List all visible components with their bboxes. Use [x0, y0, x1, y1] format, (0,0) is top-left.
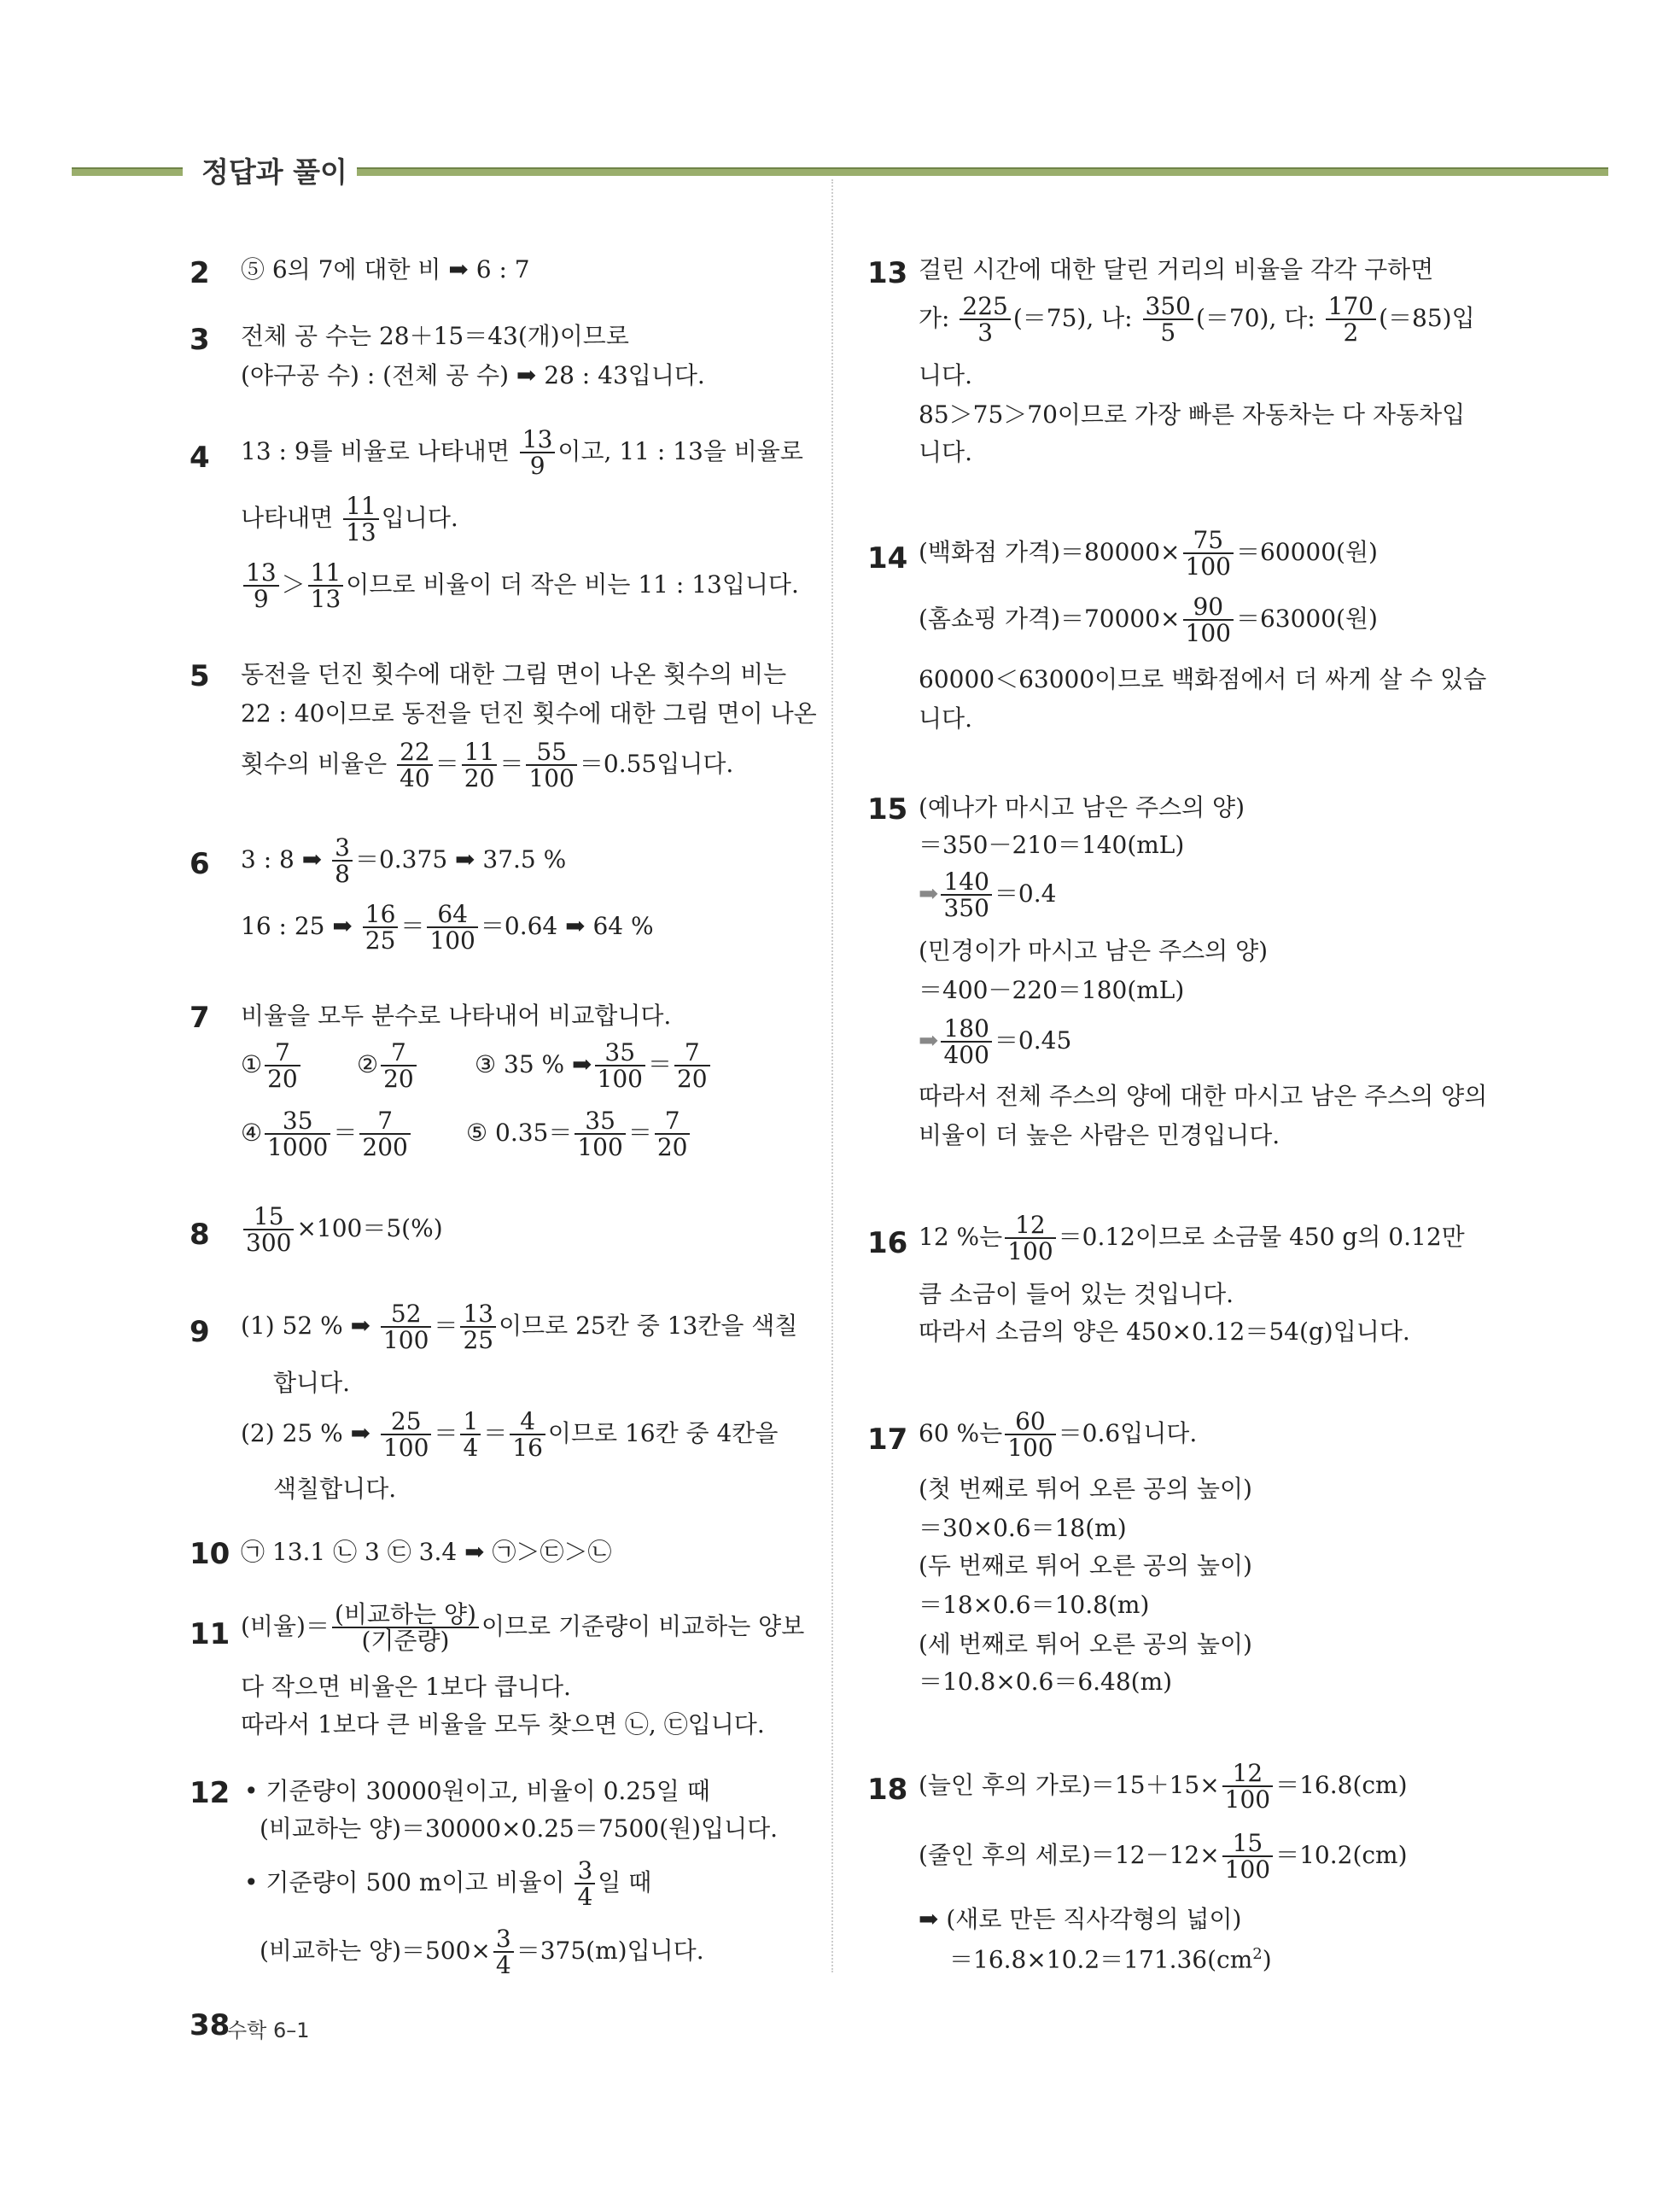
- problem-17-line: ＝10.8×0.6＝6.48(m): [919, 1668, 1173, 1696]
- book-subject: 수학 6–1: [227, 2019, 310, 2042]
- problem-13-line: 걸린 시간에 대한 달린 거리의 비율을 각각 구하면: [919, 255, 1434, 283]
- problem-7-line: ④ $\frac{35}{1000}$ ＝ $\frac{7}{200}$: [241, 1108, 413, 1160]
- problem-16-line: 따라서 소금의 양은 450×0.12＝54(g)입니다.: [919, 1318, 1410, 1346]
- problem-4-line: 나타내면 $\frac{11}{13}$ 입니다.: [241, 492, 458, 547]
- problem-number: 4: [190, 441, 210, 475]
- fraction: $\frac{170}{2}$: [1326, 294, 1376, 346]
- problem-number: 18: [867, 1773, 908, 1807]
- problem-3-line: 전체 공 수는 28＋15＝43(개)이므로: [241, 322, 629, 350]
- fraction: $\frac{350}{5}$: [1143, 294, 1193, 346]
- problem-5-line: 횟수의 비율은 $\frac{22}{40}$ ＝ $\frac{11}{20}$ ＝ $\frac{55}{100}$ ＝0.55입니다.: [241, 738, 734, 793]
- fraction: $\frac{7}{20}$: [655, 1108, 691, 1160]
- problem-15-line: (민경이가 마시고 남은 주스의 양): [919, 937, 1269, 965]
- fraction: $\frac{13}{9}$: [520, 427, 556, 479]
- header-rule-right: [357, 167, 1608, 176]
- problem-6-line: 3 : 8 ➡ $\frac{3}{8}$ ＝0.375 ➡ 37.5 %: [241, 833, 567, 889]
- problem-14-line: 니다.: [919, 704, 972, 733]
- problem-9-line: (2) 25 % ➡ $\frac{25}{100}$ ＝ $\frac{1}{4}$ ＝ $\frac{4}{16}$ 이므로 16칸 중 4칸을: [241, 1407, 779, 1463]
- fraction: $\frac{13}{9}$: [243, 560, 279, 612]
- problem-number: 7: [190, 1001, 210, 1035]
- problem-3-line: (야구공 수) : (전체 공 수) ➡ 28 : 43입니다.: [241, 361, 705, 389]
- fraction: $\frac{52}{100}$: [381, 1301, 431, 1353]
- fraction: $\frac{90}{100}$: [1183, 594, 1234, 646]
- problem-number: 11: [190, 1617, 230, 1651]
- fraction: $\frac{13}{25}$: [460, 1301, 496, 1353]
- problem-13-line: 85＞75＞70이므로 가장 빠른 자동차는 다 자동차입: [919, 400, 1466, 429]
- problem-10-line: ㉠ 13.1 ㉡ 3 ㉢ 3.4 ➡ ㉠＞㉢＞㉡: [241, 1538, 612, 1566]
- fraction: $\frac{\text{(비교하는 양)}}{\text{(기준량)}}$: [332, 1602, 479, 1654]
- problem-number: 9: [190, 1315, 210, 1349]
- page-title: 정답과 풀이: [201, 155, 347, 189]
- problem-15-line: 따라서 전체 주스의 양에 대한 마시고 남은 주스의 양의: [919, 1082, 1488, 1110]
- problem-number: 6: [190, 847, 210, 881]
- fraction: $\frac{7}{20}$: [265, 1040, 300, 1092]
- problem-7-line: ① $\frac{7}{20}$: [241, 1040, 303, 1092]
- problem-number: 13: [867, 256, 908, 290]
- problem-number: 12: [190, 1776, 230, 1810]
- fraction: $\frac{35}{100}$: [595, 1040, 645, 1092]
- problem-12-line: • 기준량이 500 m이고 비율이 $\frac{3}{4}$ 일 때: [244, 1856, 652, 1912]
- problem-number: 3: [190, 323, 210, 357]
- problem-4-line: $\frac{13}{9}$ ＞ $\frac{11}{13}$ 이므로 비율이 더 작은 비는 11 : 13입니다.: [241, 560, 799, 612]
- fraction: $\frac{16}{25}$: [363, 902, 399, 954]
- problem-15-line: ＝400－220＝180(mL): [919, 976, 1185, 1004]
- problem-15-line: 비율이 더 높은 사람은 민경입니다.: [919, 1121, 1280, 1149]
- problem-16-line: 12 %는 $\frac{12}{100}$ ＝0.12이므로 소금물 450 g의 0.12만: [919, 1211, 1465, 1266]
- problem-14-line: (홈쇼핑 가격)＝70000× $\frac{90}{100}$ ＝63000(원): [919, 593, 1378, 648]
- fraction: $\frac{11}{13}$: [308, 560, 344, 612]
- problem-number: 2: [190, 256, 210, 290]
- fraction: $\frac{35}{1000}$: [265, 1108, 330, 1160]
- problem-7-line: ⑤ 0.35＝ $\frac{35}{100}$ ＝ $\frac{7}{20}$: [466, 1108, 692, 1160]
- problem-9-line: (1) 52 % ➡ $\frac{52}{100}$ ＝ $\frac{13}{25}$ 이므로 25칸 중 13칸을 색칠: [241, 1300, 798, 1355]
- problem-9-line: 색칠합니다.: [273, 1475, 397, 1503]
- problem-number: 17: [867, 1423, 908, 1457]
- problem-14-line: (백화점 가격)＝80000× $\frac{75}{100}$ ＝60000(원): [919, 526, 1378, 581]
- fraction: $\frac{15}{100}$: [1222, 1831, 1273, 1883]
- problem-number: 8: [190, 1218, 210, 1252]
- fraction: $\frac{12}{100}$: [1222, 1761, 1273, 1813]
- problem-17-line: ＝18×0.6＝10.8(m): [919, 1591, 1150, 1619]
- fraction: $\frac{180}{400}$: [941, 1016, 991, 1068]
- fraction: $\frac{35}{100}$: [575, 1108, 625, 1160]
- problem-18-line: $=16.8\times 10.2=171.36(cm^2)$: [949, 1945, 1272, 1974]
- problem-number: 14: [867, 541, 908, 576]
- problem-7-line: ② $\frac{7}{20}$: [357, 1040, 419, 1092]
- problem-13-line: 니다.: [919, 438, 972, 466]
- problem-11-line: 따라서 1보다 큰 비율을 모두 찾으면 ㉡, ㉢입니다.: [241, 1710, 765, 1738]
- fraction: $\frac{1}{4}$: [460, 1409, 481, 1461]
- fraction: $\frac{55}{100}$: [526, 739, 576, 792]
- fraction: $\frac{12}{100}$: [1005, 1212, 1055, 1265]
- problem-number: 10: [190, 1537, 230, 1571]
- fraction: $\frac{15}{300}$: [243, 1204, 294, 1256]
- problem-12-line: • 기준량이 30000원이고, 비율이 0.25일 때: [244, 1777, 710, 1805]
- problem-5-line: 동전을 던진 횟수에 대한 그림 면이 나온 횟수의 비는: [241, 660, 787, 688]
- fraction: $\frac{25}{100}$: [381, 1409, 431, 1461]
- fraction: $\frac{75}{100}$: [1183, 528, 1234, 580]
- fraction: $\frac{11}{20}$: [462, 739, 498, 792]
- problem-15-line: (예나가 마시고 남은 주스의 양): [919, 793, 1245, 821]
- problem-number: 16: [867, 1226, 908, 1260]
- problem-15-line: ＝350－210＝140(mL): [919, 831, 1185, 859]
- problem-18-line: ➡ (새로 만든 직사각형의 넓이): [919, 1905, 1242, 1933]
- problem-9-line: 합니다.: [273, 1369, 351, 1397]
- problem-5-line: 22 : 40이므로 동전을 던진 횟수에 대한 그림 면이 나온: [241, 699, 817, 727]
- problem-17-line: (두 번째로 튀어 오른 공의 높이): [919, 1551, 1252, 1580]
- problem-11-line: 다 작으면 비율은 1보다 큽니다.: [241, 1673, 571, 1701]
- problem-7-line: ③ 35 % ➡ $\frac{35}{100}$ ＝ $\frac{7}{20}$: [475, 1040, 713, 1092]
- fraction: $\frac{22}{40}$: [397, 739, 433, 792]
- problem-number: 15: [867, 792, 908, 827]
- problem-17-line: (첫 번째로 튀어 오른 공의 높이): [919, 1475, 1252, 1503]
- fraction: $\frac{3}{4}$: [575, 1858, 595, 1910]
- problem-18-line: (늘인 후의 가로)＝15＋15× $\frac{12}{100}$ ＝16.8(cm): [919, 1759, 1408, 1814]
- problem-12-line: (비교하는 양)＝500× $\frac{3}{4}$ ＝375(m)입니다.: [260, 1925, 704, 1980]
- column-divider: [831, 179, 833, 1972]
- fraction: $\frac{7}{200}$: [359, 1108, 410, 1160]
- problem-17-line: 60 %는 $\frac{60}{100}$ ＝0.6입니다.: [919, 1407, 1198, 1463]
- fraction: $\frac{140}{350}$: [941, 869, 991, 921]
- problem-7-line: 비율을 모두 분수로 나타내어 비교합니다.: [241, 1002, 672, 1030]
- problem-number: 5: [190, 659, 210, 693]
- page-number: 38: [190, 2008, 230, 2042]
- fraction: $\frac{4}{16}$: [510, 1409, 545, 1461]
- problem-17-line: ＝30×0.6＝18(m): [919, 1514, 1127, 1542]
- fraction: $\frac{60}{100}$: [1005, 1409, 1055, 1461]
- problem-12-line: (비교하는 양)＝30000×0.25＝7500(원)입니다.: [260, 1814, 779, 1843]
- fraction: $\frac{7}{20}$: [674, 1040, 710, 1092]
- problem-15-line: ➡ $\frac{140}{350}$ ＝0.4: [919, 868, 1057, 923]
- fraction: $\frac{11}{13}$: [343, 494, 379, 546]
- header-rule-left: [72, 167, 183, 176]
- problem-17-line: (세 번째로 튀어 오른 공의 높이): [919, 1630, 1252, 1658]
- problem-8-line: $\frac{15}{300}$ ×100＝5(%): [241, 1204, 443, 1256]
- problem-16-line: 큼 소금이 들어 있는 것입니다.: [919, 1280, 1234, 1308]
- problem-13-line: 가: $\frac{225}{3}$ (＝75), 나: $\frac{350}{5}$ (＝70), 다: $\frac{170}{2}$ (＝85)입: [919, 292, 1475, 348]
- fraction: $\frac{3}{4}$: [493, 1926, 514, 1978]
- fraction: $\frac{7}{20}$: [381, 1040, 417, 1092]
- problem-4-line: 13 : 9를 비율로 나타내면 $\frac{13}{9}$ 이고, 11 : 13을 비율로: [241, 425, 803, 481]
- problem-13-line: 니다.: [919, 361, 972, 389]
- problem-2-line: ⑤ 6의 7에 대한 비 ➡ 6 : 7: [241, 255, 530, 283]
- problem-18-line: (줄인 후의 세로)＝12－12× $\frac{15}{100}$ ＝10.2(cm): [919, 1829, 1408, 1884]
- fraction: $\frac{64}{100}$: [427, 902, 477, 954]
- problem-15-line: ➡ $\frac{180}{400}$ ＝0.45: [919, 1014, 1072, 1070]
- fraction: $\frac{225}{3}$: [960, 294, 1010, 346]
- problem-14-line: 60000＜63000이므로 백화점에서 더 싸게 살 수 있습: [919, 665, 1487, 693]
- problem-11-line: (비율)＝ $\frac{\text{(비교하는 양)}}{\text{(기준량)}}$ 이므로 기준량이 비교하는 양보: [241, 1600, 805, 1656]
- problem-6-line: 16 : 25 ➡ $\frac{16}{25}$ ＝ $\frac{64}{100}$ ＝0.64 ➡ 64 %: [241, 900, 654, 955]
- fraction: $\frac{3}{8}$: [332, 835, 353, 887]
